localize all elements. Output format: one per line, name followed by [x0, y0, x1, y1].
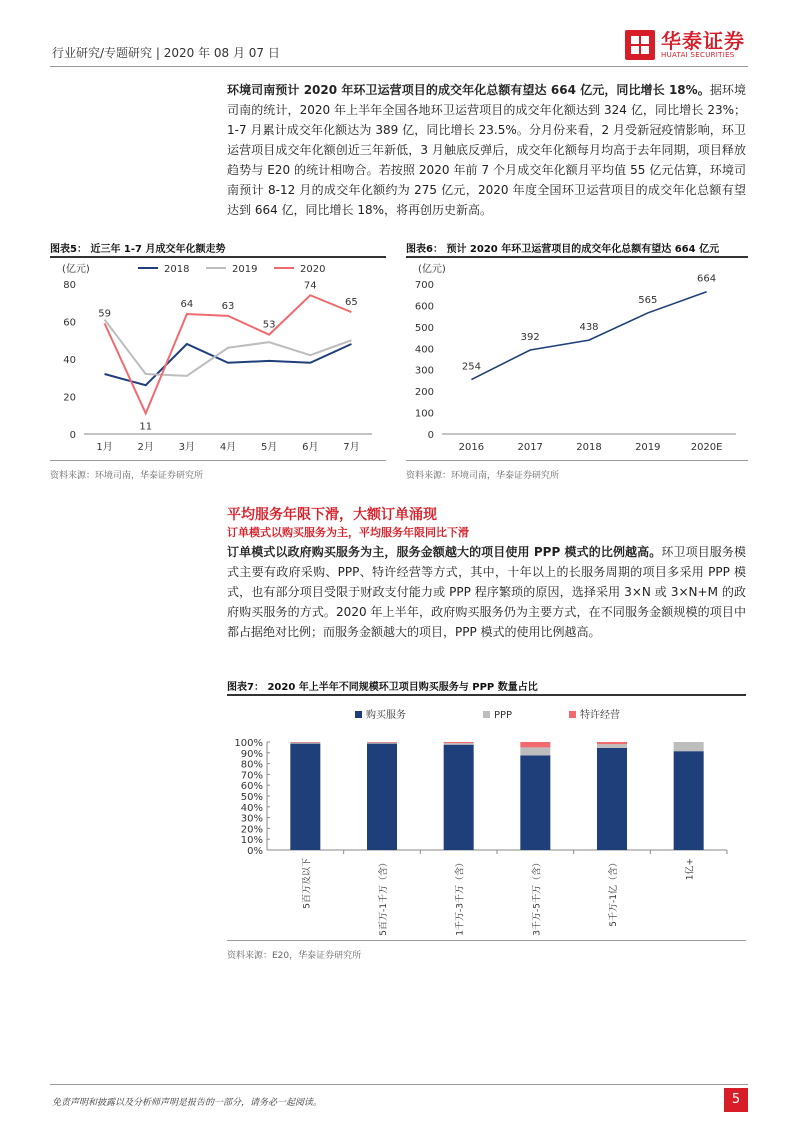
logo-mark-icon — [625, 30, 655, 60]
fig7-bar-特许经营 — [520, 742, 550, 747]
fig7-legend-swatch — [569, 711, 576, 718]
fig6-ytick: 600 — [414, 301, 434, 313]
fig7-bar-PPP — [367, 743, 397, 744]
fig5-xtick: 3月 — [178, 442, 196, 453]
fig5-title: 图表5： 近三年 1-7 月成交年化额走势 — [50, 244, 226, 255]
fig5-data-label: 64 — [180, 299, 194, 310]
footer-disclaimer: 免责声明和披露以及分析师声明是报告的一部分，请务必一起阅读。 — [52, 1098, 323, 1108]
fig7-xtick: 1千万-3千万（含） — [455, 858, 466, 936]
fig5-data-label: 65 — [345, 297, 358, 309]
fig7-bar-特许经营 — [444, 742, 474, 743]
fig7-chart — [227, 696, 746, 938]
fig7-bar-PPP — [520, 747, 550, 755]
fig6-ytick: 700 — [414, 280, 434, 291]
fig6-ytick: 200 — [414, 387, 434, 399]
section-heading: 平均服务年限下滑，大额订单涌现 — [227, 507, 437, 523]
fig7-ytick: 80% — [240, 759, 263, 771]
fig5-chart — [50, 258, 386, 458]
fig7-ytick: 70% — [240, 770, 263, 782]
fig7-bar-购买服务 — [597, 748, 627, 850]
section-paragraph — [227, 542, 746, 642]
fig7-bottom-rule — [227, 940, 746, 941]
fig6-xtick: 2018 — [576, 442, 602, 453]
fig5-series-line-2018 — [105, 344, 352, 385]
fig5-bottom-rule — [50, 460, 386, 461]
fig6-ytick: 0 — [427, 430, 434, 441]
fig7-bar-购买服务 — [290, 744, 320, 850]
fig7-legend-swatch — [355, 711, 362, 718]
fig7-legend-label: PPP — [494, 710, 513, 721]
fig7-bar-特许经营 — [597, 742, 627, 744]
fig6-xtick: 2016 — [458, 442, 485, 453]
fig7-xtick: 5千万-1亿（含） — [609, 858, 619, 927]
fig7-legend-swatch — [483, 711, 490, 718]
fig7-bar-PPP — [444, 743, 474, 745]
fig5-data-label: 63 — [221, 300, 235, 312]
intro-body: 据环境司南的统计，2020 年上半年全国各地环卫运营项目的成交年化额达到 324 亿，同比增长 23%；1-7 月累计成交年化额达为 389 亿，同比增长 23.5%。分月份来看，2 月受新冠疫情影响，环卫运营项目成交年化额创近三年新低，3 月触底反弹后，成交年化额每月均高于去年同期，项目释放趋势与 E20 的统计相吻合。若按照 2020 年前 7 个月成交年化额月平均值 55 亿元估算，环境司南预计 8-12 月的成交年化额约为 275 亿元，2020 年度全国环卫运营项目的成交年化总额有望达到 664 亿，同比增长 18%，将再创历史新高。 — [227, 83, 746, 217]
fig5-series-line-2019 — [105, 320, 352, 376]
fig6-series-line — [471, 292, 706, 380]
fig6-data-label: 664 — [697, 273, 717, 285]
fig6-ylabel: (亿元) — [418, 264, 446, 275]
fig7-bar-购买服务 — [674, 751, 704, 850]
page-number: 5 — [724, 1088, 748, 1112]
logo-text-en: HUATAI SECURITIES — [661, 51, 735, 59]
fig7-xtick: 1亿+ — [685, 858, 696, 881]
fig6-data-label: 392 — [520, 332, 540, 343]
fig7-ytick: 100% — [234, 738, 263, 749]
fig7-legend-label: 购买服务 — [366, 710, 406, 721]
fig5-ytick: 0 — [69, 430, 76, 441]
fig6-source: 资料来源：环境司南，华泰证券研究所 — [406, 471, 560, 481]
fig6-data-label: 254 — [461, 361, 481, 373]
fig5-xtick: 7月 — [343, 442, 360, 453]
fig6-xtick: 2019 — [635, 442, 661, 453]
fig5-ytick: 20 — [63, 392, 76, 404]
fig7-legend-label: 特许经营 — [580, 710, 620, 721]
fig7-bar-特许经营 — [367, 742, 397, 743]
fig6-ytick: 300 — [414, 365, 434, 377]
logo-text-cn: 华泰证券 — [661, 29, 745, 53]
fig5-ytick: 40 — [63, 355, 76, 366]
fig6-bottom-rule — [406, 460, 748, 461]
fig7-bar-PPP — [674, 742, 704, 751]
fig7-ytick: 30% — [240, 813, 263, 825]
fig6-data-label: 438 — [579, 322, 599, 334]
fig6-data-label: 565 — [638, 294, 658, 306]
fig7-xtick: 3千万-5千万（含） — [532, 858, 543, 936]
fig6-ytick: 400 — [414, 344, 434, 356]
fig5-xtick: 6月 — [302, 442, 319, 453]
fig7-ytick: 50% — [240, 792, 263, 803]
fig7-bar-购买服务 — [520, 756, 550, 851]
fig7-ytick: 20% — [240, 824, 263, 836]
fig5-legend-label: 2019 — [232, 264, 258, 275]
fig7-xtick: 5百万及以下 — [302, 858, 313, 909]
fig7-source: 资料来源：E20，华泰证券研究所 — [227, 951, 362, 961]
section-body: 环卫项目服务模式主要有政府采购、PPP、特许经营等方式，其中，十年以上的长服务周期的项目多采用 PPP 模式，也有部分项目受限于财政支付能力或 PPP 程序繁琐的原因，选择采用 3×N 或 3×N+M 的政府购买服务的方式。2020 年上半年，政府购买服务仍为主要方式，在不同服务金额规模的项目中都占据绝对比例；而服务金额越大的项目，PPP 模式的使用比例越高。 — [227, 545, 746, 639]
fig6-ytick: 100 — [414, 408, 434, 420]
fig6-xtick: 2017 — [517, 442, 543, 453]
section-subheading: 订单模式以购买服务为主，平均服务年限同比下滑 — [227, 526, 469, 539]
fig7-ytick: 10% — [240, 835, 263, 847]
fig7-ytick: 0% — [247, 846, 263, 857]
fig6-ytick: 500 — [414, 322, 434, 334]
fig6-chart — [406, 258, 748, 458]
fig7-bar-PPP — [290, 743, 320, 744]
fig5-xtick: 1月 — [96, 442, 113, 453]
fig5-ylabel: (亿元) — [62, 264, 90, 275]
fig7-ytick: 90% — [240, 748, 263, 760]
fig5-data-label: 59 — [98, 308, 111, 320]
logo — [625, 30, 745, 60]
fig7-title: 图表7： 2020 年上半年不同规模环卫项目购买服务与 PPP 数量占比 — [227, 682, 538, 693]
fig5-legend-label: 2018 — [164, 264, 190, 275]
fig5-xtick: 5月 — [260, 442, 278, 453]
fig5-data-label: 11 — [139, 421, 153, 433]
fig7-bar-购买服务 — [367, 744, 397, 850]
fig5-source: 资料来源：环境司南，华泰证券研究所 — [50, 471, 204, 481]
fig5-xtick: 4月 — [219, 442, 237, 453]
fig7-bar-购买服务 — [444, 745, 474, 850]
report-header: 行业研究/专题研究 | 2020 年 08 月 07 日 — [52, 46, 280, 60]
footer-divider — [50, 1084, 748, 1085]
fig7-bar-PPP — [597, 744, 627, 748]
header-divider — [50, 66, 748, 67]
fig5-legend-label: 2020 — [300, 264, 326, 275]
intro-bold: 环境司南预计 2020 年环卫运营项目的成交年化总额有望达 664 亿元，同比增长 18%。 — [227, 83, 710, 97]
fig5-xtick: 2月 — [137, 442, 154, 453]
fig5-ytick: 60 — [63, 317, 76, 329]
fig5-data-label: 74 — [303, 280, 317, 292]
fig6-title: 图表6： 预计 2020 年环卫运营项目的成交年化总额有望达 664 亿元 — [406, 244, 720, 255]
fig5-data-label: 53 — [262, 319, 276, 331]
fig7-ytick: 40% — [240, 802, 263, 814]
intro-paragraph — [227, 80, 746, 220]
fig7-ytick: 60% — [240, 781, 263, 793]
fig7-bar-特许经营 — [290, 742, 320, 743]
section-bold: 订单模式以政府购买服务为主，服务金额越大的项目使用 PPP 模式的比例越高。 — [227, 545, 662, 559]
fig7-xtick: 5百万-1千万（含） — [379, 858, 389, 936]
fig6-xtick: 2020E — [690, 442, 723, 453]
fig5-ytick: 80 — [63, 280, 76, 291]
